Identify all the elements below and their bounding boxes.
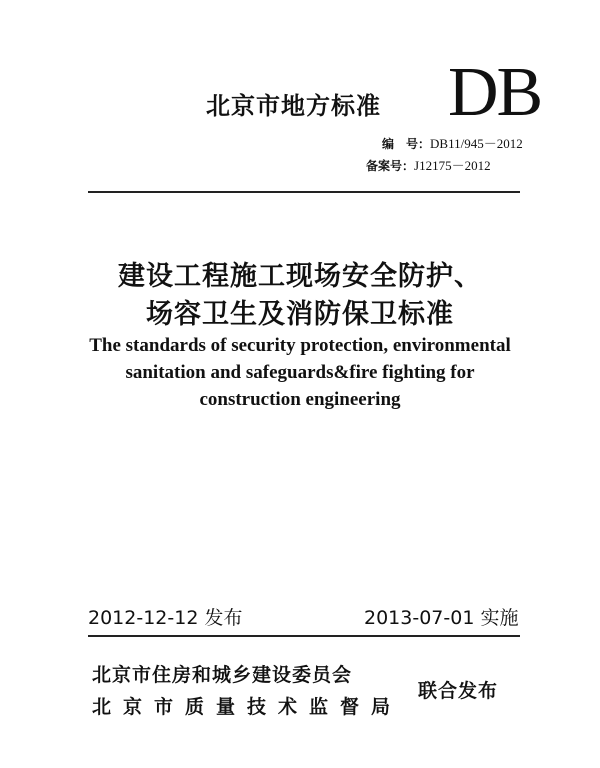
title-en-line3: construction engineering xyxy=(199,389,401,410)
record-number-label: 备案号： xyxy=(366,159,415,173)
joint-release: 联合发布 xyxy=(418,680,499,702)
title-cn-line2: 场容卫生及消防保卫标准 xyxy=(146,299,454,330)
title-cn-line1: 建设工程施工现场安全防护、 xyxy=(118,261,482,292)
issuer-quality-bureau: 北京市质量技术监督局 xyxy=(92,696,403,718)
record-number xyxy=(366,155,491,174)
title-en-line1: The standards of security protection, environmental xyxy=(89,335,511,356)
standard-number xyxy=(382,133,523,152)
top-divider xyxy=(88,191,520,193)
standard-number-value: DB11/945－2012 xyxy=(430,136,523,151)
bottom-divider xyxy=(88,635,520,637)
record-number-value: J12175－2012 xyxy=(414,158,491,173)
standard-org: 北京市地方标准 xyxy=(206,92,381,120)
implement-date: 2013-07-01 实施 xyxy=(364,607,519,629)
db-logo: DB xyxy=(448,54,542,131)
title-en-line2: sanitation and safeguards&fire fighting for xyxy=(125,362,475,383)
standard-number-label: 编 号： xyxy=(382,137,431,151)
issue-date: 2012-12-12 发布 xyxy=(88,607,243,629)
issuer-housing-commission: 北京市住房和城乡建设委员会 xyxy=(92,664,353,686)
